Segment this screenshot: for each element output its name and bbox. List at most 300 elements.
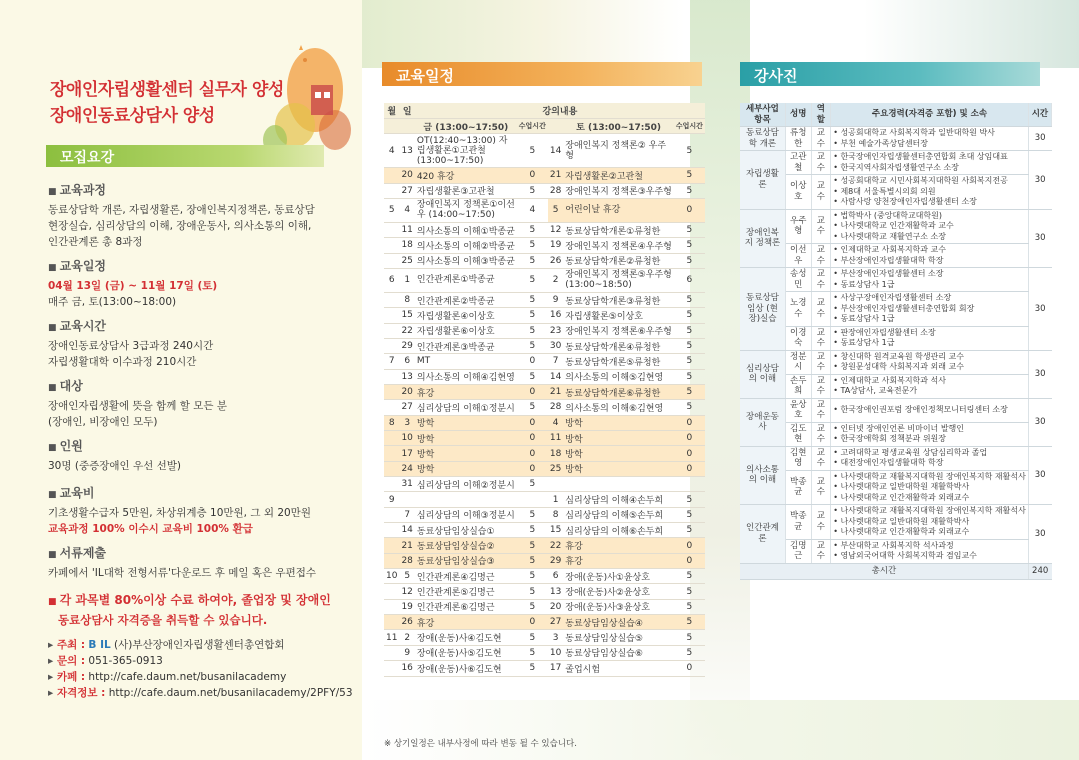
hours-col-header: 시간 (1028, 103, 1051, 127)
bullet-icon: • (833, 447, 841, 457)
career-item: • 창신대학 원격교육원 학생관리 교수 (833, 351, 965, 361)
saturday-hours-cell: 5 (674, 323, 705, 338)
friday-hours-cell: 0 (517, 446, 548, 461)
documents-section: ■ 서류제출 카페에서 'IL대학 전형서류'다운로드 후 메일 혹은 우편접수 (48, 545, 348, 581)
saturday-hours-cell: 0 (674, 661, 705, 676)
bil-logo: B IL (88, 639, 111, 651)
subject-cell: 동료상담임상 (현장)실습 (740, 268, 785, 351)
friday-hours-cell: 5 (517, 507, 548, 522)
friday-hours-cell: 0 (517, 615, 548, 630)
friday-lecture-cell: 인간관계론④김명근 (415, 569, 517, 584)
friday-date-cell: 21 (399, 538, 414, 553)
month-cell (384, 584, 399, 599)
career-item: • 고려대학교 평생교육원 상담심리학과 졸업 (833, 447, 988, 457)
schedule-row (384, 323, 705, 338)
month-cell: 9 (384, 492, 399, 507)
contact-info (48, 637, 353, 701)
career-cell (831, 175, 1029, 210)
instructor-row (740, 446, 1052, 470)
friday-lecture-cell: 방학 (415, 431, 517, 446)
friday-lecture-cell: 방학 (415, 415, 517, 430)
friday-date-cell: 26 (399, 615, 414, 630)
friday-lecture-cell: 장애(운동)사⑥김도현 (415, 661, 517, 676)
saturday-date-cell: 29 (548, 553, 563, 568)
saturday-date-cell: 9 (548, 292, 563, 307)
bullet-icon: • (833, 152, 841, 161)
saturday-hours-cell: 5 (674, 338, 705, 353)
friday-hours-cell: 5 (517, 338, 548, 353)
friday-date-cell: 31 (399, 477, 414, 492)
bullet-icon: • (833, 314, 841, 323)
friday-hours-cell: 5 (517, 661, 548, 676)
bullet-icon: • (833, 471, 841, 481)
saturday-lecture-cell (563, 477, 674, 492)
career-item: • 성공회대학교 시민사회복지대학원 사회복지전공 (833, 176, 1008, 185)
friday-lecture-cell: 인간관계론③박종균 (415, 338, 517, 353)
schedule-row (384, 338, 705, 353)
career-item: • 제8대 서울특별시의회 의원 (833, 186, 936, 196)
instructor-role: 교수 (811, 175, 831, 210)
month-cell (384, 308, 399, 323)
career-item: • 부산장애인자립생활대학 학장 (833, 255, 944, 265)
saturday-date-cell: 15 (548, 523, 563, 538)
career-item: • 동료상담사 1급 (833, 314, 895, 323)
saturday-hours-cell: 5 (674, 584, 705, 599)
friday-date-cell: 7 (399, 507, 414, 522)
hours-section: ■ 교육시간 장애인동료상담사 3급과정 240시간 자립생활대학 이수과정 210시간 (48, 318, 348, 370)
career-item: • 부천 예술가족상담센터장 (833, 138, 929, 148)
blank-cell (548, 118, 563, 133)
saturday-date-cell: 30 (548, 338, 563, 353)
career-col-header: 주요경력(자격증 포함) 및 소속 (831, 103, 1029, 127)
saturday-lecture-cell: 방학 (563, 446, 674, 461)
friday-hours-cell: 5 (517, 553, 548, 568)
subject-col-header: 세부사업항목 (740, 103, 785, 127)
career-item: • 나사렛대학교 인간재활학과 외래교수 (833, 527, 970, 536)
career-item: • TA상담사, 교육전문가 (833, 386, 918, 395)
instructor-role: 교수 (811, 505, 831, 540)
career-item: • 동료상담사 1급 (833, 279, 895, 289)
saturday-date-cell: 11 (548, 431, 563, 446)
instructor-role: 교수 (811, 268, 831, 292)
inquiry-line: ▸ 문의 : 051-365-0913 (48, 653, 353, 669)
month-header: 월 (384, 103, 399, 118)
friday-date-cell: 18 (399, 238, 414, 253)
friday-hours-cell: 0 (517, 384, 548, 399)
schedule-row (384, 492, 705, 507)
month-cell (384, 384, 399, 399)
instructor-row (740, 209, 1052, 244)
saturday-lecture-cell: 동료상담임상실습⑥ (563, 645, 674, 660)
saturday-hours-cell: 0 (674, 553, 705, 568)
schedule-row (384, 183, 705, 198)
saturday-lecture-cell: 의사소통의 이해⑤김현영 (563, 369, 674, 384)
instructor-row (740, 505, 1052, 540)
friday-date-cell: 5 (399, 569, 414, 584)
friday-hours-cell (517, 492, 548, 507)
friday-date-cell: 11 (399, 222, 414, 237)
saturday-lecture-cell: 심리상담의 이해⑥손두희 (563, 523, 674, 538)
month-cell: 7 (384, 354, 399, 369)
capacity-section: ■ 인원 30명 (중증장애인 우선 선발) (48, 438, 348, 474)
instructor-name: 손두희 (785, 374, 811, 398)
career-cell (831, 326, 1029, 350)
saturday-hours-cell: 5 (674, 292, 705, 307)
month-cell (384, 645, 399, 660)
instructor-name: 송성민 (785, 268, 811, 292)
saturday-lecture-cell: 장애(운동)사①윤상호 (563, 569, 674, 584)
hours-cell: 30 (1028, 350, 1051, 398)
friday-hours-cell: 5 (517, 569, 548, 584)
friday-lecture-cell (415, 492, 517, 507)
instructor-header-row (740, 103, 1052, 127)
hours-cell: 30 (1028, 398, 1051, 446)
instructor-role: 교수 (811, 292, 831, 327)
month-cell (384, 183, 399, 198)
friday-lecture-cell: 심리상담의 이해①정분시 (415, 400, 517, 415)
schedule-row (384, 461, 705, 476)
saturday-hours-cell: 0 (674, 431, 705, 446)
month-cell (384, 292, 399, 307)
saturday-lecture-cell: 어린이날 휴강 (563, 198, 674, 222)
friday-hours-cell: 5 (517, 222, 548, 237)
friday-date-cell: 13 (399, 369, 414, 384)
saturday-hours-cell: 5 (674, 222, 705, 237)
left-panel (0, 0, 362, 760)
schedule-section: ■ 교육일정 04월 13일 (금) ~ 11월 17일 (토) 매주 금, 토(13:00~18:00) (48, 258, 348, 310)
month-cell (384, 553, 399, 568)
career-item: • 한국장애학회 정책분과 위원장 (833, 434, 947, 443)
career-item: • 판장애인자립생활센터 소장 (833, 327, 936, 337)
bullet-icon: • (833, 458, 841, 467)
saturday-hours-cell: 5 (674, 369, 705, 384)
friday-lecture-cell: 동료상담임상실습③ (415, 553, 517, 568)
friday-lecture-cell: 인간관계론⑤김명근 (415, 584, 517, 599)
schedule-row (384, 369, 705, 384)
schedule-row (384, 584, 705, 599)
qualification-link[interactable]: http://cafe.daum.net/busanilacademy/2PFY/53 (108, 687, 353, 699)
friday-date-cell (399, 492, 414, 507)
saturday-date-cell: 5 (548, 198, 563, 222)
career-cell (831, 446, 1029, 470)
career-item: • 사람사랑 양천장애인자립생활센터 소장 (833, 197, 977, 206)
bullet-icon: • (833, 255, 841, 265)
career-cell (831, 539, 1029, 563)
subject-cell: 동료상담학 개론 (740, 127, 785, 151)
friday-date-cell: 4 (399, 198, 414, 222)
hours-cell: 30 (1028, 505, 1051, 564)
bullet-icon: • (833, 269, 841, 278)
schedule-header-row (384, 103, 705, 118)
instructor-table (740, 103, 1052, 580)
friday-date-cell: 28 (399, 553, 414, 568)
friday-date-cell: 2 (399, 630, 414, 645)
career-item: • 나사렛대학교 일반대학원 재활학박사 (833, 482, 970, 491)
schedule-row (384, 645, 705, 660)
friday-lecture-cell: 장애인복지 정책론①이선우 (14:00~17:50) (416, 200, 515, 221)
schedule-row (384, 384, 705, 399)
career-item: • 인터넷 장애인언론 비마이너 발행인 (833, 423, 965, 433)
bullet-icon: • (833, 293, 841, 302)
friday-date-cell: 13 (399, 134, 414, 168)
saturday-hours-cell: 5 (674, 354, 705, 369)
schedule-row (384, 168, 705, 183)
saturday-hours-cell: 0 (674, 538, 705, 553)
instructor-role: 교수 (811, 209, 831, 244)
bullet-icon: • (833, 434, 841, 443)
instructor-role: 교수 (811, 539, 831, 563)
instructor-name: 노경수 (785, 292, 811, 327)
saturday-lecture-cell: 장애인복지 정책론③우주형 (563, 183, 674, 198)
saturday-hours-cell: 5 (674, 183, 705, 198)
bullet-icon: • (833, 506, 841, 515)
career-cell (831, 127, 1029, 151)
month-cell: 8 (384, 415, 399, 430)
month-cell (384, 477, 399, 492)
schedule-header: 교육일정 (382, 62, 702, 86)
subject-cell: 장애인복지 정책론 (740, 209, 785, 268)
month-cell (384, 238, 399, 253)
total-hours: 240 (1028, 563, 1051, 579)
saturday-lecture-cell: 동료상담학개론⑥류청한 (563, 384, 674, 399)
friday-hours-cell: 0 (517, 168, 548, 183)
saturday-date-cell: 28 (548, 400, 563, 415)
saturday-date-cell: 17 (548, 661, 563, 676)
saturday-lecture-cell: 장애인복지 정책론⑤우주형 (13:00~18:50) (565, 270, 672, 291)
bullet-icon: • (833, 210, 841, 220)
instructor-role: 교수 (811, 398, 831, 422)
friday-hours-cell: 4 (517, 198, 548, 222)
friday-lecture-cell: 장애(운동)사④김도현 (415, 630, 517, 645)
bullet-icon: • (833, 128, 841, 137)
saturday-hours-cell (674, 477, 705, 492)
instructor-row (740, 374, 1052, 398)
friday-lecture-cell: 장애(운동)사⑤김도현 (415, 645, 517, 660)
schedule-row (384, 599, 705, 614)
friday-date-cell: 25 (399, 253, 414, 268)
month-cell (384, 222, 399, 237)
career-item: • 인제대학교 사회복지학과 석사 (833, 375, 947, 385)
saturday-date-cell: 1 (548, 492, 563, 507)
bullet-icon: • (833, 516, 841, 526)
saturday-hours-cell: 5 (674, 253, 705, 268)
friday-lecture-cell: 방학 (415, 461, 517, 476)
saturday-hours-cell: 5 (674, 523, 705, 538)
instructor-role: 교수 (811, 374, 831, 398)
saturday-date-cell: 12 (548, 222, 563, 237)
saturday-date-cell: 21 (548, 168, 563, 183)
saturday-date-cell: 2 (548, 268, 563, 292)
friday-lecture-cell: 자립생활론③고관철 (415, 183, 517, 198)
friday-header: 금 (13:00~17:50) (415, 118, 517, 133)
saturday-hours-cell: 5 (674, 599, 705, 614)
friday-lecture-cell: 휴강 (415, 615, 517, 630)
subject-cell: 장애운동사 (740, 398, 785, 446)
career-item: • 동료상담사 1급 (833, 338, 895, 347)
saturday-date-cell: 22 (548, 538, 563, 553)
blank-cell (384, 118, 399, 133)
schedule-note: ※ 상기일정은 내부사정에 따라 변동 될 수 있습니다. (384, 739, 577, 749)
friday-hours-cell: 5 (517, 630, 548, 645)
instructor-name: 류청한 (785, 127, 811, 151)
schedule-row (384, 615, 705, 630)
friday-lecture-cell: 인간관계론②박종균 (415, 292, 517, 307)
instructor-row (740, 151, 1052, 175)
saturday-lecture-cell: 장애인복지 정책론② 우주형 (563, 134, 674, 168)
instructor-role: 교수 (811, 326, 831, 350)
friday-date-cell: 12 (399, 584, 414, 599)
career-cell (831, 292, 1029, 327)
bullet-icon: • (833, 482, 841, 491)
subject-cell: 자립생활론 (740, 151, 785, 210)
career-item: • 나사렛대학교 인간재활학과 외래교수 (833, 492, 970, 502)
saturday-date-cell: 7 (548, 354, 563, 369)
saturday-lecture-cell: 심리상담의 이해⑤손두희 (563, 507, 674, 522)
saturday-lecture-cell: 방학 (563, 431, 674, 446)
bullet-icon: • (833, 279, 841, 289)
friday-lecture-cell: OT(12:40~13:00) 자립생활론①고관철 (13:00~17:50) (415, 134, 517, 168)
instructor-name: 박종균 (785, 470, 811, 505)
saturday-date-cell: 4 (548, 415, 563, 430)
friday-lecture-cell: 의사소통의 이해①박종균 (415, 222, 517, 237)
career-item: • 나사렛대학교 일반대학원 재활학박사 (833, 516, 970, 526)
career-cell (831, 470, 1029, 505)
instructor-row (740, 244, 1052, 268)
subject-cell: 인간관계론 (740, 505, 785, 564)
saturday-header: 토 (13:00~17:50) (563, 118, 674, 133)
bullet-icon: • (833, 327, 841, 337)
bullet-icon: • (833, 231, 841, 241)
bullet-icon: • (833, 540, 841, 550)
career-item: • 법학박사 (중앙대학교대학원) (833, 210, 942, 220)
saturday-date-cell: 18 (548, 446, 563, 461)
month-cell (384, 431, 399, 446)
friday-hours-header: 수업시간 (517, 118, 548, 133)
friday-hours-cell: 5 (517, 323, 548, 338)
bullet-icon: • (833, 551, 841, 560)
friday-date-cell: 9 (399, 645, 414, 660)
month-cell: 11 (384, 630, 399, 645)
saturday-hours-cell: 5 (674, 569, 705, 584)
instructor-name: 이경숙 (785, 326, 811, 350)
saturday-hours-cell: 5 (674, 384, 705, 399)
watercolor-wash-bottom (362, 700, 1079, 760)
friday-hours-cell: 5 (517, 292, 548, 307)
instructor-role: 교수 (811, 470, 831, 505)
saturday-lecture-cell: 심리상담의 이해④손두희 (563, 492, 674, 507)
saturday-hours-cell: 5 (674, 615, 705, 630)
career-cell (831, 398, 1029, 422)
schedule-table (384, 103, 705, 677)
saturday-lecture-cell: 장애인복지 정책론④우주형 (563, 238, 674, 253)
saturday-lecture-cell: 장애(운동)사③윤상호 (563, 599, 674, 614)
career-item: • 성공회대학교 사회복지학과 일반대학원 박사 (833, 128, 995, 137)
saturday-hours-cell: 5 (674, 507, 705, 522)
saturday-date-cell: 21 (548, 384, 563, 399)
instructor-role: 교수 (811, 151, 831, 175)
saturday-hours-cell: 0 (674, 446, 705, 461)
instructor-name: 이선우 (785, 244, 811, 268)
bullet-icon: • (833, 221, 841, 230)
saturday-date-cell: 14 (548, 369, 563, 384)
friday-hours-cell: 5 (517, 523, 548, 538)
schedule-row (384, 354, 705, 369)
friday-lecture-cell: 인간관계론⑥김명근 (415, 599, 517, 614)
month-cell (384, 661, 399, 676)
career-item: • 영남외국어대학 사회복지학과 겸임교수 (833, 551, 977, 560)
career-cell (831, 422, 1029, 446)
career-item: • 대전장애인자립생활대학 학장 (833, 458, 944, 467)
saturday-lecture-cell: 동료상담학개론③류청한 (563, 292, 674, 307)
friday-date-cell: 22 (399, 323, 414, 338)
certificate-section: ■ 각 과목별 80%이상 수료 하여야, 졸업장 및 장애인 동료상담사 자격증을 취득할 수 있습니다. (48, 592, 348, 628)
course-section: ■ 교육과정 동료상담학 개론, 자립생활론, 장애인복지정책론, 동료상담 현장실습, 심리상담의 이해, 장애운동사, 의사소통의 이해, 인간관계론 총 8과정 (48, 182, 348, 250)
main-title-line1: 장애인자립생활센터 실무자 양성 (50, 80, 284, 100)
instructor-row (740, 398, 1052, 422)
bullet-icon: • (833, 197, 841, 206)
friday-hours-cell: 0 (517, 431, 548, 446)
cafe-link[interactable]: http://cafe.daum.net/busanilacademy (88, 671, 287, 683)
recruitment-header: 모집요강 (46, 145, 324, 167)
saturday-date-cell: 13 (548, 584, 563, 599)
friday-lecture-cell: 자립생활론④이상호 (415, 308, 517, 323)
schedule-row (384, 507, 705, 522)
saturday-date-cell (548, 477, 563, 492)
saturday-lecture-cell: 동료상담임상실습④ (563, 615, 674, 630)
friday-hours-cell: 5 (517, 645, 548, 660)
career-cell (831, 350, 1029, 374)
instructor-row (740, 470, 1052, 505)
role-col-header: 역할 (811, 103, 831, 127)
friday-hours-cell: 0 (517, 354, 548, 369)
friday-date-cell: 1 (399, 268, 414, 292)
schedule-row (384, 523, 705, 538)
schedule-row (384, 238, 705, 253)
friday-hours-cell: 5 (517, 253, 548, 268)
saturday-date-cell: 14 (548, 134, 563, 168)
schedule-row (384, 222, 705, 237)
friday-hours-cell: 5 (517, 238, 548, 253)
instructor-row (740, 422, 1052, 446)
schedule-row (384, 538, 705, 553)
schedule-row (384, 553, 705, 568)
instructor-role: 교수 (811, 244, 831, 268)
month-cell (384, 461, 399, 476)
friday-hours-cell: 5 (517, 477, 548, 492)
friday-lecture-cell: 의사소통의 이해④김현영 (415, 369, 517, 384)
bullet-icon: • (833, 245, 841, 254)
saturday-hours-cell: 0 (674, 415, 705, 430)
friday-lecture-cell: 420 휴강 (415, 168, 517, 183)
schedule-row (384, 446, 705, 461)
month-cell (384, 523, 399, 538)
cafe-line: ▸ 카페 : http://cafe.daum.net/busanilacademy (48, 669, 353, 685)
saturday-lecture-cell: 동료상담임상실습⑤ (563, 630, 674, 645)
month-cell (384, 168, 399, 183)
bullet-icon: • (833, 351, 841, 361)
instructor-name: 이상호 (785, 175, 811, 210)
friday-lecture-cell: 휴강 (415, 384, 517, 399)
schedule-row (384, 477, 705, 492)
friday-date-cell: 27 (399, 183, 414, 198)
saturday-lecture-cell: 방학 (563, 461, 674, 476)
career-item: • 나사렛대학교 인간재활학과 교수 (833, 221, 954, 230)
saturday-date-cell: 27 (548, 615, 563, 630)
saturday-lecture-cell: 졸업시험 (563, 661, 674, 676)
month-cell (384, 369, 399, 384)
instructor-row (740, 539, 1052, 563)
schedule-row (384, 268, 705, 292)
